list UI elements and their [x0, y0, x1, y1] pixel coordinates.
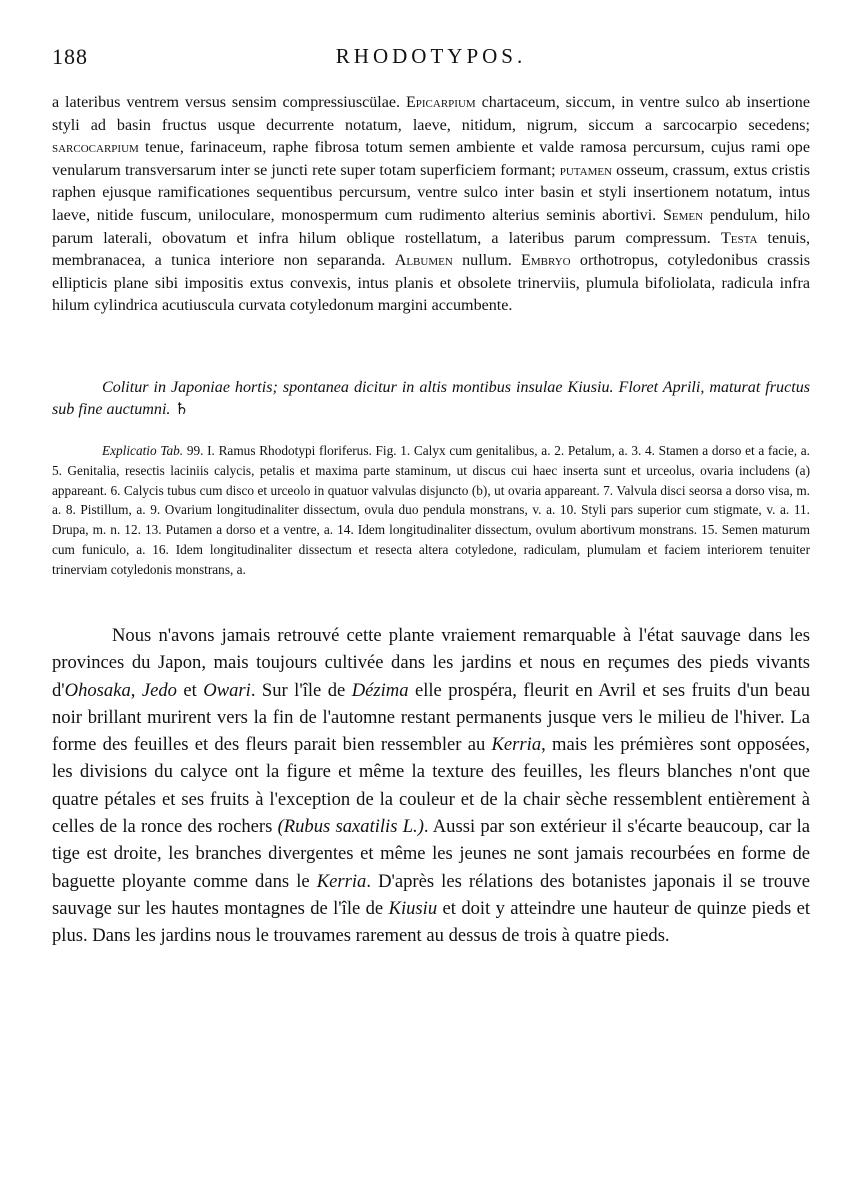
fr-text-8: . D'après les rélations des botanistes japonais il se trouve sauvage sur les hautes montagnes de l'île de — [52, 870, 810, 919]
desc-text-2: chartaceum, siccum, in ventre sulco ab insertione styli ad basin fructus usque decurrente notatum, laeve, nitidum, nigrum, siccum a sarcocarpio secedens; — [52, 94, 810, 134]
fr-text-5: elle prospéra, fleurit en Avril et ses fruits d'un beau noir brillant murirent vers la fin de l'automne restant permanents jusque vers le milieu de l'hiver. La forme des feuilles et des fleurs parait bien ressembler au — [52, 679, 811, 756]
fr-text-3: et — [176, 679, 204, 701]
desc-text-8: orthotropus, cotyledonibus crassis ellipticis plane sibi impositis extus convexis, intus planis et obsolete trinerviis, plumula bifoliolata, radicula infra hilum cylindrica acutiuscula curvata cotyledonum margini accumbente. — [52, 252, 810, 315]
term-albumen: Albumen — [394, 252, 453, 270]
explicatio-label: Explicatio Tab. — [102, 443, 184, 458]
term-sarcocarpium: sarcocarpium — [52, 139, 139, 157]
page-number: 188 — [52, 44, 88, 69]
explicatio-text: 99. I. Ramus Rhodotypi floriferus. Fig. 1. Calyx cum genitalibus, a. 2. Petalum, a. 3. 4. Stamen a dorso et a facie, a. 5. Genitalia, resectis laciniis calycis, petalis et maxima parte staminum, ut discus cui haec inserta sunt et urceolus, ovaria includens (a) appareant. 6. Calycis tubus cum disco et urceolo in quatuor valvulas disjuncto (b), ut ovaria appareant. 7. Valvula disci seorsa a dorso visa, m. a. 8. Pistillum, a. 9. Ovarium longitudinaliter dissectum, ovula duo pendula monstrans, v. a. 10. Styli pars superior cum stigmate, v. a. 11. Drupa, m. n. 12. 13. Putamen a dorso et a ventre, a. 14. Idem longitudinaliter dissectum, ovulum abortivum monstrans. 15. Semen maturum cum funiculo, a. 16. Idem longitudinaliter dissectum et resecta altera cotyledone, radiculam, plumulam et faciem interiorem tenuiter trinerviam cotyledonis monstrans, a. — [52, 443, 810, 577]
place-owari: Owari — [203, 679, 251, 701]
species-rubus-saxatilis: (Rubus saxatilis L.) — [277, 816, 424, 838]
latin-description — [52, 92, 810, 318]
genus-kerria: Kerria — [491, 734, 542, 756]
habitat-note — [52, 377, 810, 421]
habitat-note-text: Colitur in Japoniae hortis; spontanea dicitur in altis montibus insulae Kiusiu. Floret Aprili, maturat fructus sub fine auctumni. ♄ — [52, 379, 810, 418]
fr-text-9: et doit y atteindre une hauteur de quinze pieds et plus. Dans les jardins nous le trouvames rarement au dessus de trois à quatre pieds. — [52, 897, 810, 947]
plate-explanation — [52, 441, 810, 580]
fr-text-7: . Aussi par son extérieur il s'écarte beaucoup, car la tige est droite, les branches divergentes et même les jeunes ne sont jamais recourbées en forme de baguette ployante comme dans le — [52, 816, 810, 892]
french-commentary — [52, 622, 810, 950]
fr-text-2: , — [130, 679, 142, 701]
fr-text-1: Nous n'avons jamais retrouvé cette plante vraiement remarquable à l'état sauvage dans les provinces du Japon, mais toujours cultivée dans les jardins et nous en reçumes des pieds vivants d' — [52, 625, 810, 701]
term-semen: Semen — [662, 206, 704, 224]
desc-text-4: osseum, crassum, extus cristis raphen ejusque ramificationes sequentibus percursum, ventre sulco inter basin et styli insertionem notatum, intus laeve, nitide fuscum, uniloculare, monospermum cum rudimento alterius seminis abortivi. — [52, 161, 811, 224]
place-kiusiu: Kiusiu — [388, 897, 438, 919]
place-ohosaka: Ohosaka — [64, 679, 131, 701]
term-putamen: putamen — [559, 161, 613, 179]
desc-text-1: a lateribus ventrem versus sensim compressiuscülae. — [52, 94, 406, 111]
desc-text-5: pendulum, hilo parum laterali, obovatum et infra hilum oblique rostellatum, a lateribus parum compressum. — [52, 206, 810, 247]
term-testa: Testa — [720, 229, 758, 247]
place-dezima: Dézima — [351, 679, 409, 701]
fr-text-6: , mais les prémières sont opposées, les divisions du calyce ont la figure et même la texture des feuilles, les fleurs blanches n'ont que quatre pétales et ses fruits à l'exception de la couleur et de la chair sèche ressemblent entièrement à celles de la ronce des rochers — [52, 734, 810, 838]
desc-text-3: tenue, farinaceum, raphe fibrosa totum semen ambiente et valde ramosa percursum, cujus rami ope venularum transversarum inter se juncti rete super totam superficiem formant; — [52, 139, 810, 179]
term-epicarpium: Epicarpium — [405, 94, 476, 111]
page-header — [52, 44, 810, 74]
desc-text-6: tenuis, membranacea, a tunica interiore non separanda. — [52, 229, 810, 270]
place-jedo: Jedo — [141, 679, 177, 701]
genus-kerria-2: Kerria — [316, 870, 367, 892]
term-embryo: Embryo — [521, 252, 571, 270]
fr-text-4: . Sur l'île de — [250, 679, 352, 701]
running-title: RHODOTYPOS. — [335, 44, 527, 68]
desc-text-7: nullum. — [452, 252, 522, 270]
